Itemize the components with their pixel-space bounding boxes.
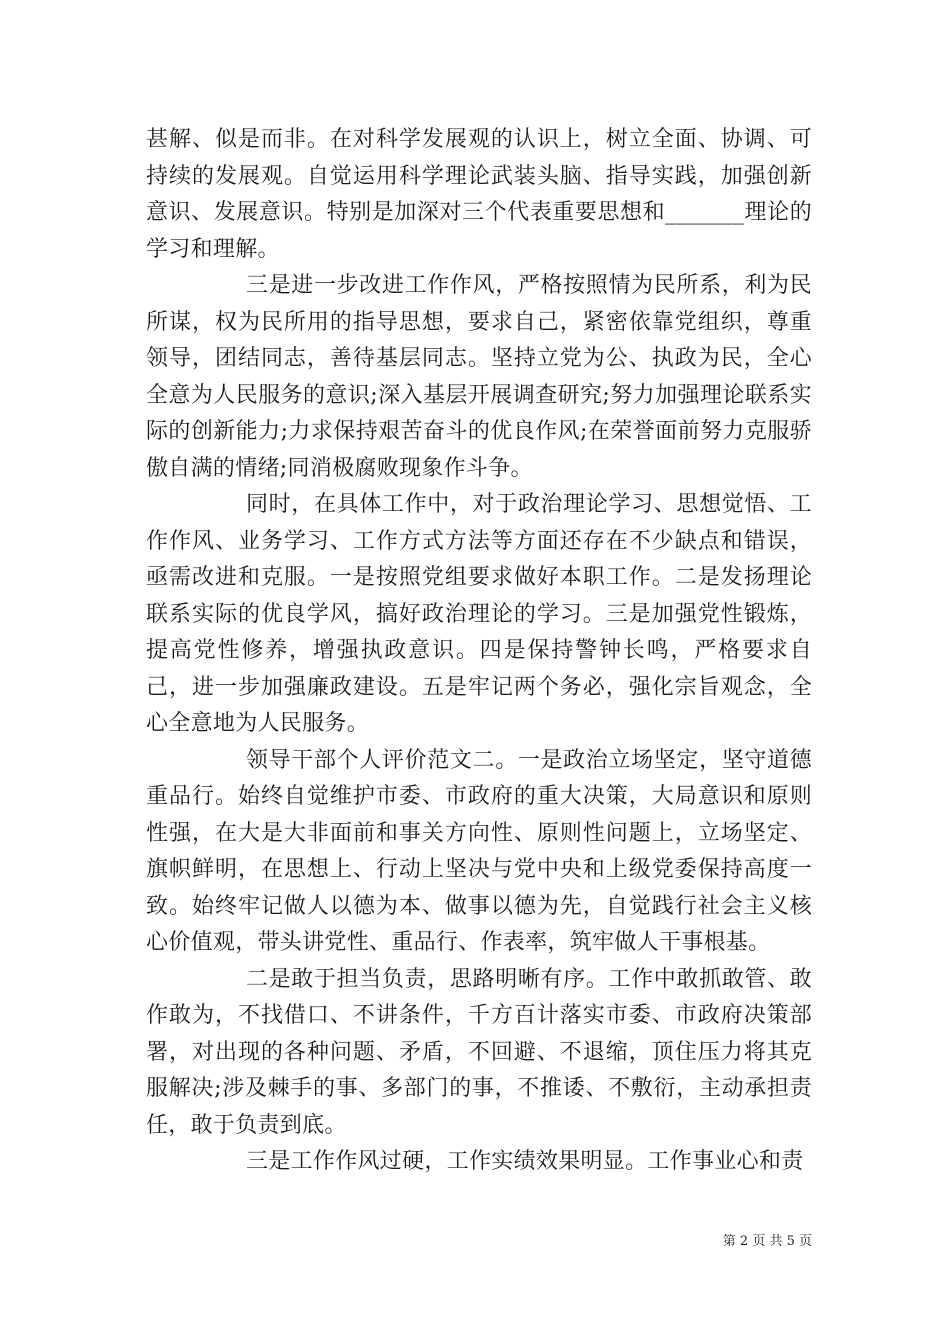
paragraph-work-results: 三是工作作风过硬，工作实绩效果明显。工作事业心和责 bbox=[246, 1149, 804, 1174]
document-body bbox=[146, 122, 812, 1181]
paragraph-shortcomings: 同时，在具体工作中，对于政治理论学习、思想觉悟、工作作风、业务学习、工作方式方法等方面还存在不少缺点和错误，亟需改进和克服。一是按照党组要求做好本职工作。二是发扬理论联系实际的优良学风，搞好政治理论的学习。三是加强党性锻炼，提高党性修养，增强执政意识。四是保持警钟长鸣，严格要求自己，进一步加强廉政建设。五是牢记两个务必，强化宗旨观念，全心全意地为人民服务。 bbox=[146, 492, 812, 736]
paragraph-sample-two-political: 领导干部个人评价范文二。一是政治立场坚定，坚守道德重品行。始终自觉维护市委、市政府的重大决策，大局意识和原则性强，在大是大非面前和事关方向性、原则性问题上，立场坚定、旗帜鲜明，在思想上、行动上坚决与党中央和上级党委保持高度一致。始终牢记做人以德为本、做事以德为先，自觉践行社会主义核心价值观，带头讲党性、重品行、作表率，筑牢做人干事根基。 bbox=[146, 747, 812, 955]
paragraph-continuation: 甚解、似是而非。在对科学发展观的认识上，树立全面、协调、可持续的发展观。自觉运用科学理论武装头脑、指导实践，加强创新意识、发展意识。特别是加深对三个代表重要思想和_______理论的学习和理解。 bbox=[146, 127, 812, 262]
page-number: 第 2 页 共 5 页 bbox=[722, 1234, 812, 1249]
paragraph-responsibility: 二是敢于担当负责，思路明晰有序。工作中敢抓敢管、敢作敢为，不找借口、不讲条件，千方百计落实市委、市政府决策部署，对出现的各种问题、矛盾，不回避、不退缩，顶住压力将其克服解决;涉及棘手的事、多部门的事，不推诿、不敷衍，主动承担责任，敢于负责到底。 bbox=[146, 966, 812, 1138]
paragraph-work-style: 三是进一步改进工作作风，严格按照情为民所系，利为民所谋，权为民所用的指导思想，要求自己，紧密依靠党组织，尊重领导，团结同志，善待基层同志。坚持立党为公、执政为民，全心全意为人民服务的意识;深入基层开展调查研究;努力加强理论联系实际的创新能力;力求保持艰苦奋斗的优良作风;在荣誉面前努力克服骄傲自满的情绪;同消极腐败现象作斗争。 bbox=[146, 273, 812, 481]
